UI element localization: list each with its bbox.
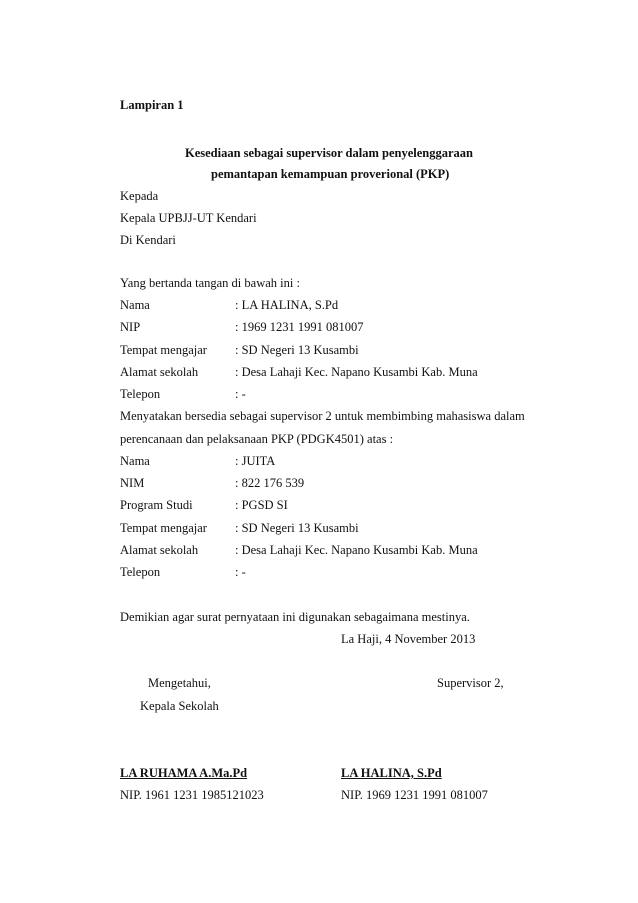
student-nim-label: NIM (120, 476, 145, 490)
closing-text: Demikian agar surat pernyataan ini digunakan sebagaimana mestinya. (120, 610, 470, 624)
statement-line-1: Menyatakan bersedia sebagai supervisor 2 untuk membimbing mahasiswa dalam (120, 409, 525, 423)
supervisor-telepon-label: Telepon (120, 387, 161, 401)
title-line-1: Kesediaan sebagai supervisor dalam penyelenggaraan (185, 146, 473, 160)
left-signatory-name: LA RUHAMA A.Ma.Pd (120, 766, 248, 780)
supervisor-tempat-value: : SD Negeri 13 Kusambi (235, 343, 359, 357)
address-to: Kepada (120, 189, 159, 203)
attachment-label: Lampiran 1 (120, 98, 184, 112)
left-signature-heading-2: Kepala Sekolah (140, 699, 219, 713)
supervisor-tempat-label: Tempat mengajar (120, 343, 207, 357)
intro-text: Yang bertanda tangan di bawah ini : (120, 276, 300, 290)
student-prodi-value: : PGSD SI (235, 498, 288, 512)
supervisor-nip-value: : 1969 1231 1991 081007 (235, 320, 364, 334)
student-tempat-label: Tempat mengajar (120, 521, 207, 535)
right-signatory-name: LA HALINA, S.Pd (341, 766, 442, 780)
address-recipient: Kepala UPBJJ-UT Kendari (120, 211, 257, 225)
place-date: La Haji, 4 November 2013 (341, 632, 476, 646)
student-nama-value: : JUITA (235, 454, 276, 468)
right-signatory-nip: NIP. 1969 1231 1991 081007 (341, 788, 488, 802)
statement-line-2: perencanaan dan pelaksanaan PKP (PDGK4501) atas : (120, 432, 394, 446)
student-nim-value: : 822 176 539 (235, 476, 305, 490)
supervisor-alamat-value: : Desa Lahaji Kec. Napano Kusambi Kab. Muna (235, 365, 478, 379)
supervisor-nama-label: Nama (120, 298, 150, 312)
supervisor-alamat-label: Alamat sekolah (120, 365, 199, 379)
student-telepon-label: Telepon (120, 565, 161, 579)
right-signature-heading: Supervisor 2, (437, 676, 504, 690)
student-alamat-label: Alamat sekolah (120, 543, 199, 557)
supervisor-telepon-value: : - (235, 387, 246, 401)
left-signatory-nip: NIP. 1961 1231 1985121023 (120, 788, 264, 802)
title-line-2: pemantapan kemampuan proverional (PKP) (211, 167, 450, 181)
left-signature-heading-1: Mengetahui, (148, 676, 211, 690)
address-city: Di Kendari (120, 233, 176, 247)
student-prodi-label: Program Studi (120, 498, 193, 512)
student-tempat-value: : SD Negeri 13 Kusambi (235, 521, 359, 535)
supervisor-nip-label: NIP (120, 320, 141, 334)
student-alamat-value: : Desa Lahaji Kec. Napano Kusambi Kab. Muna (235, 543, 478, 557)
supervisor-nama-value: : LA HALINA, S.Pd (235, 298, 339, 312)
student-telepon-value: : - (235, 565, 246, 579)
student-nama-label: Nama (120, 454, 150, 468)
